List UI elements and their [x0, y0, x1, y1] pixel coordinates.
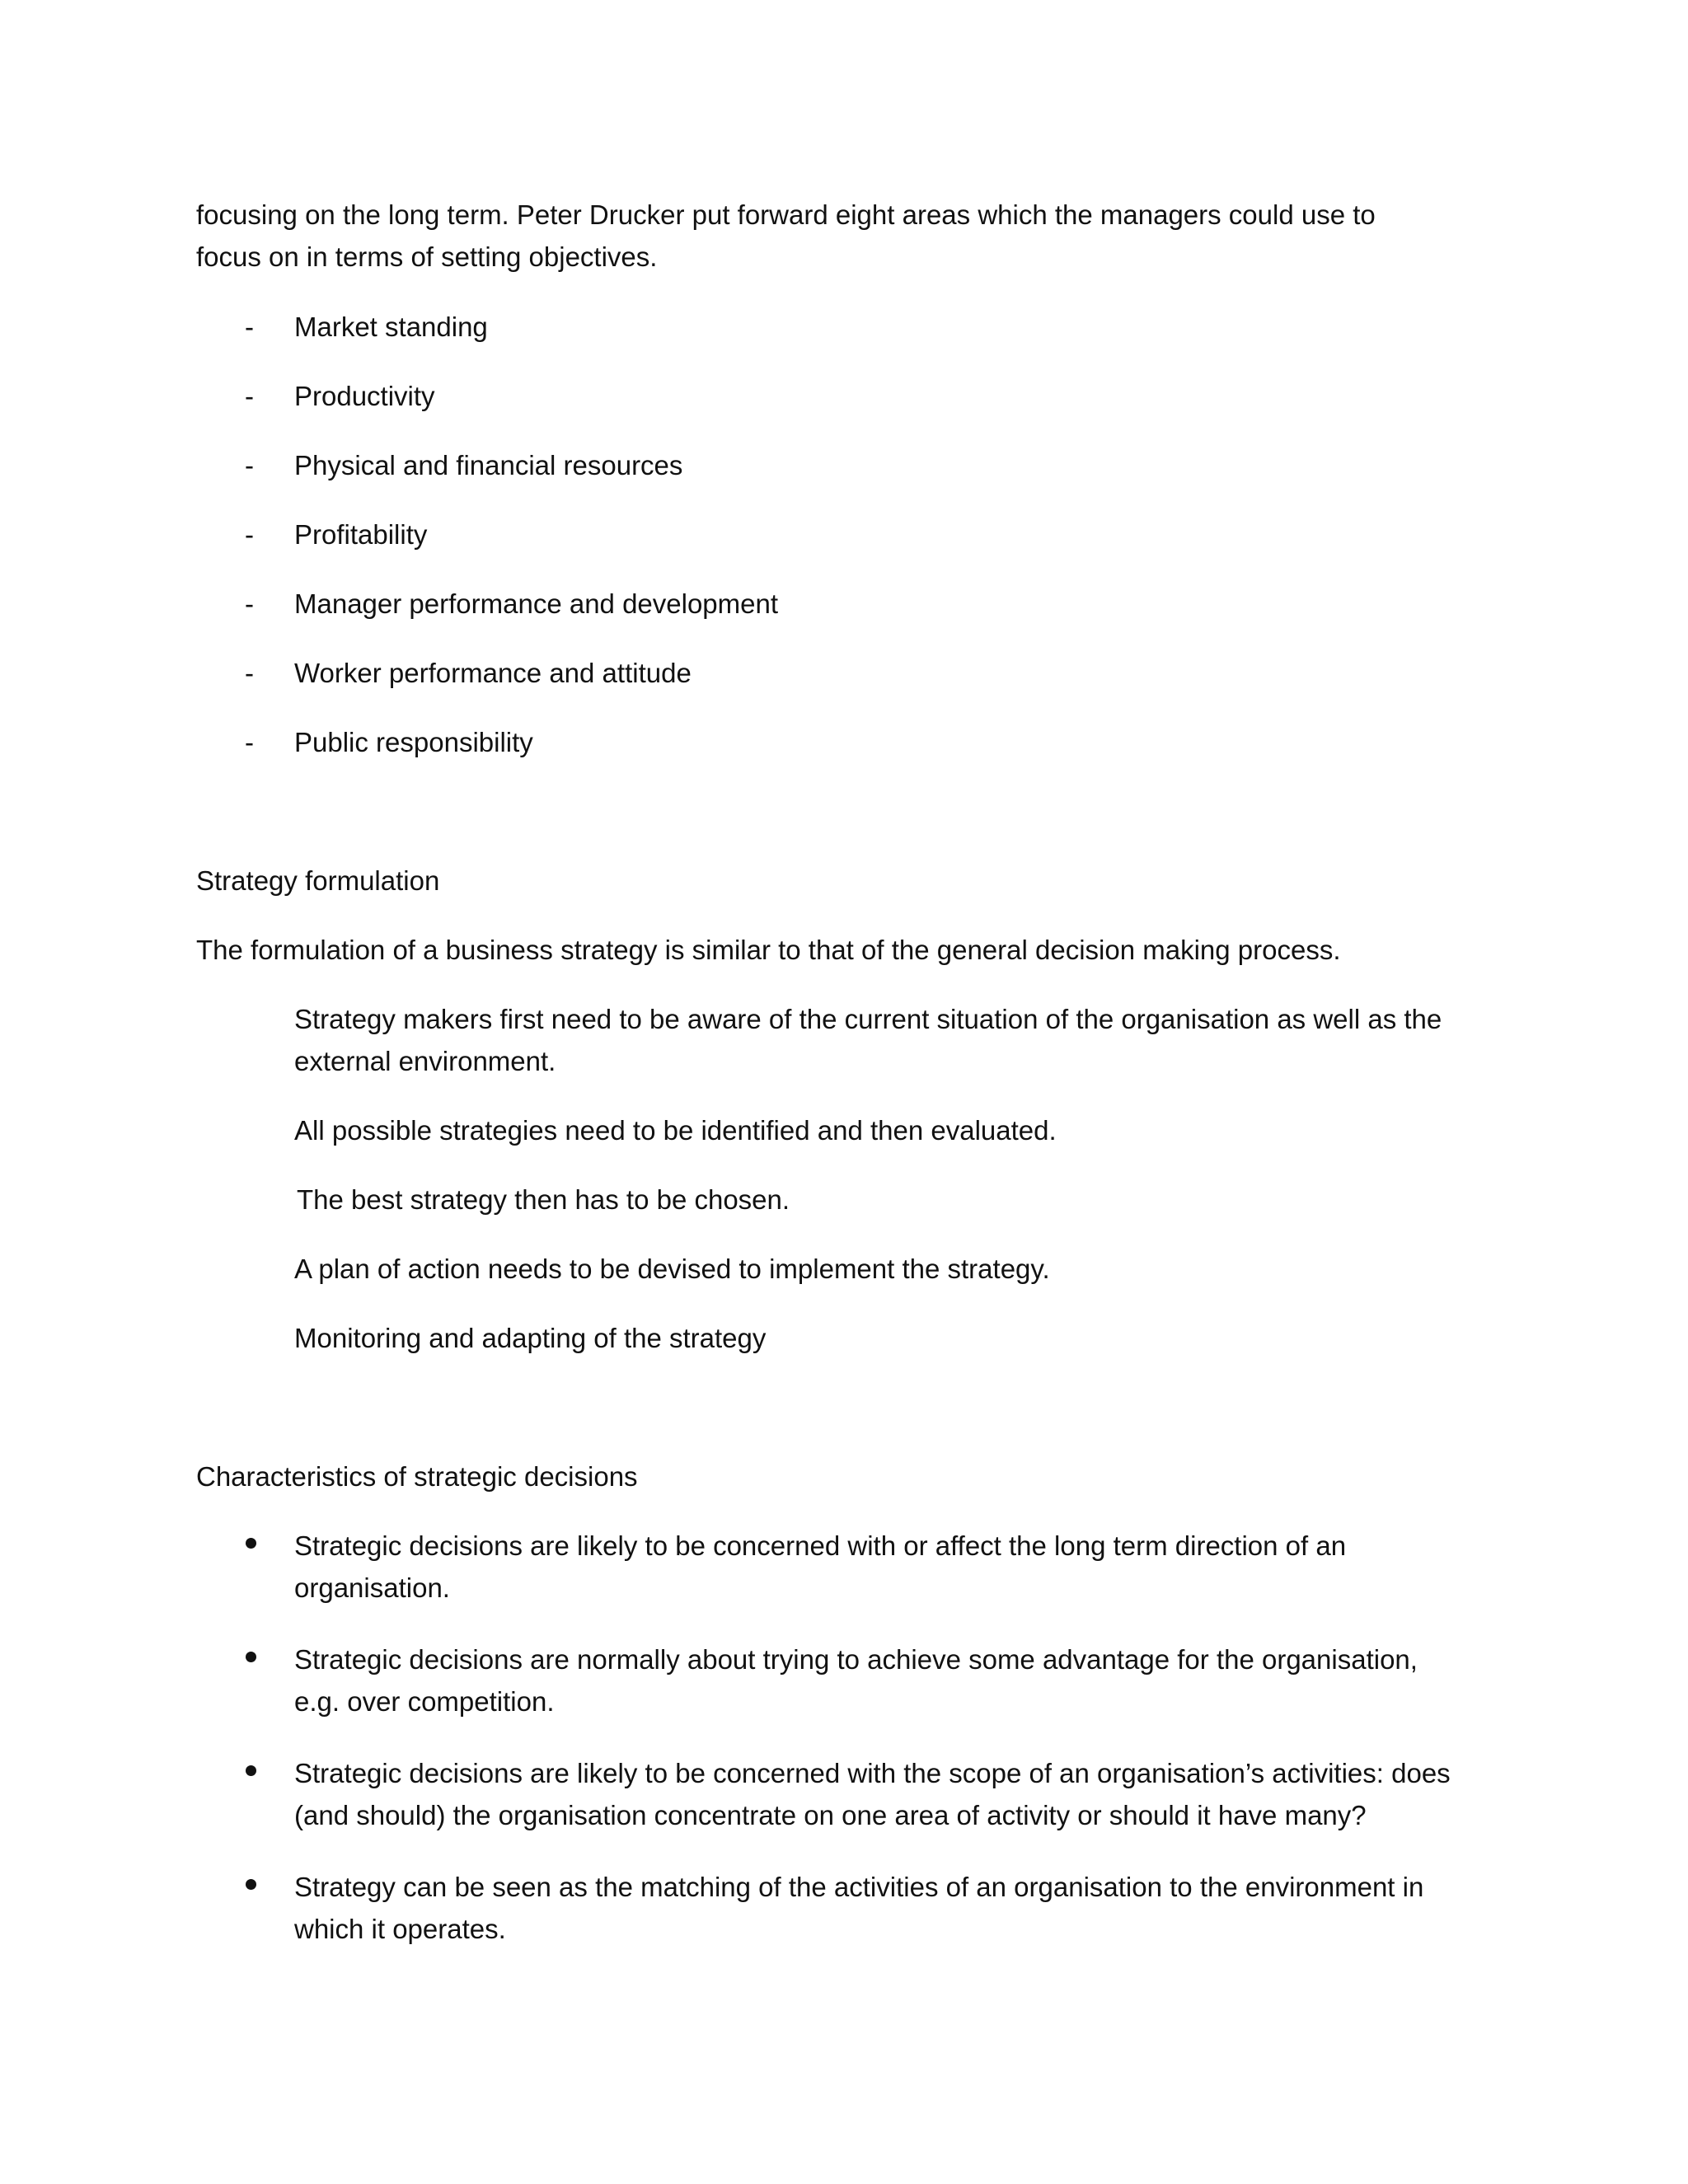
formulation-step: The best strategy then has to be chosen. — [297, 1184, 790, 1215]
list-dash-marker: - — [245, 519, 254, 550]
list-item: Physical and financial resources — [294, 450, 683, 480]
bullet-icon — [246, 1652, 256, 1662]
list-item: organisation. — [294, 1572, 450, 1603]
section-heading-formulation: Strategy formulation — [196, 865, 440, 896]
list-dash-marker: - — [245, 381, 254, 411]
list-item: Public responsibility — [294, 727, 533, 757]
list-dash-marker: - — [245, 588, 254, 619]
formulation-step: Monitoring and adapting of the strategy — [294, 1323, 767, 1353]
bullet-icon — [246, 1765, 256, 1776]
bullet-icon — [246, 1538, 256, 1549]
list-item: Productivity — [294, 381, 435, 411]
list-item: Manager performance and development — [294, 588, 779, 619]
section-heading-characteristics: Characteristics of strategic decisions — [196, 1461, 638, 1492]
formulation-step: external environment. — [294, 1046, 556, 1076]
intro-line-1: focusing on the long term. Peter Drucker put forward eight areas which the managers could use to — [196, 199, 1376, 230]
formulation-step: Strategy makers first need to be aware of the current situation of the organisation as well as the — [294, 1004, 1442, 1034]
list-dash-marker: - — [245, 658, 254, 688]
list-item: Market standing — [294, 312, 488, 342]
list-item: Worker performance and attitude — [294, 658, 692, 688]
list-item: (and should) the organisation concentrate on one area of activity or should it have many? — [294, 1800, 1367, 1830]
list-item: Strategic decisions are normally about trying to achieve some advantage for the organisation, — [294, 1644, 1418, 1675]
list-dash-marker: - — [245, 450, 254, 480]
list-item: Strategy can be seen as the matching of the activities of an organisation to the environment in — [294, 1872, 1424, 1902]
list-dash-marker: - — [245, 312, 254, 342]
list-item: Strategic decisions are likely to be concerned with or affect the long term direction of an — [294, 1530, 1347, 1561]
list-item: which it operates. — [294, 1914, 506, 1944]
list-item: Strategic decisions are likely to be concerned with the scope of an organisation’s activities: does — [294, 1758, 1451, 1788]
formulation-step: All possible strategies need to be identified and then evaluated. — [294, 1115, 1057, 1146]
formulation-intro: The formulation of a business strategy is similar to that of the general decision making process. — [196, 935, 1341, 965]
intro-line-2: focus on in terms of setting objectives. — [196, 241, 658, 272]
list-item: e.g. over competition. — [294, 1686, 555, 1717]
list-item: Profitability — [294, 519, 428, 550]
bullet-icon — [246, 1879, 256, 1890]
list-dash-marker: - — [245, 727, 254, 757]
formulation-step: A plan of action needs to be devised to implement the strategy. — [294, 1254, 1050, 1284]
